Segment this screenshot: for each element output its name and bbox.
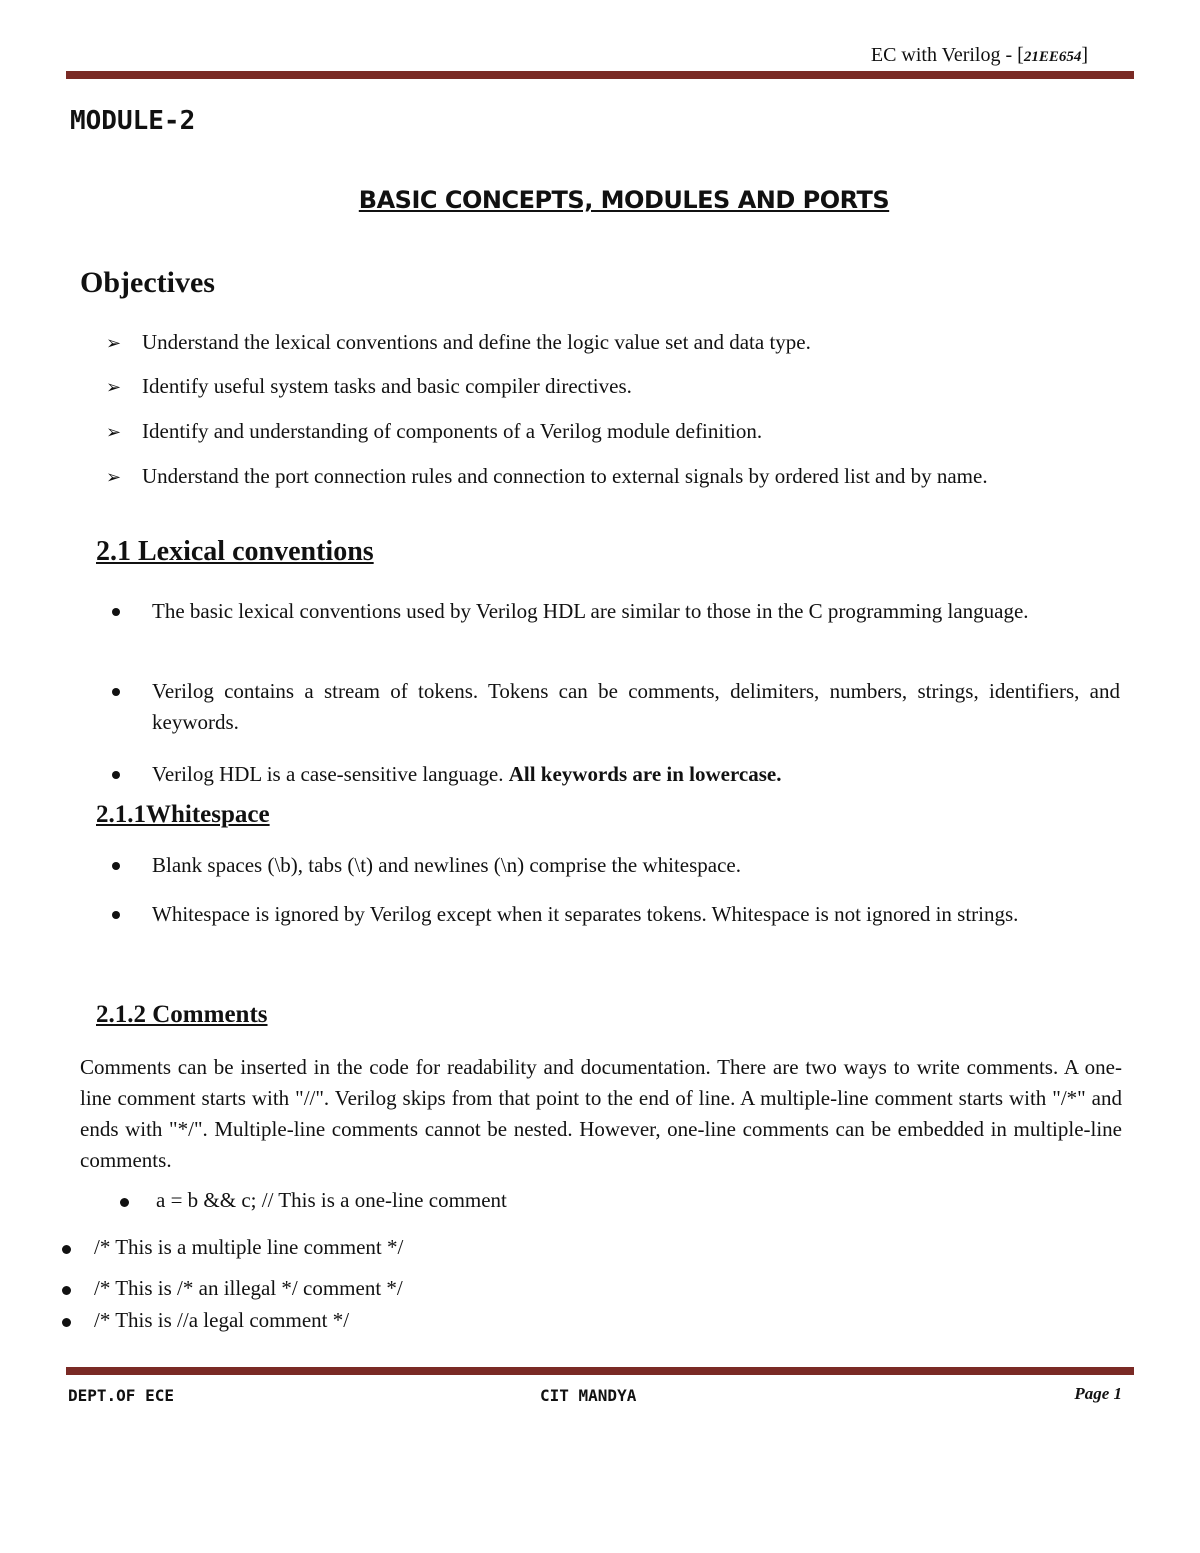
header-rule bbox=[66, 71, 1134, 79]
comments-paragraph: Comments can be inserted in the code for readability and documentation. There are two ways to write comments. A one-line comment starts with "//". Verilog skips from that point to the end of line. A multiple-line comment starts with "/*" and ends with "*/". Multiple-line comments cannot be nested. However, one-line comments can be embedded in multiple-line comments. bbox=[80, 1055, 1122, 1172]
bullet-dot-icon bbox=[62, 1245, 71, 1254]
bullet-dot-icon bbox=[112, 771, 120, 779]
running-header bbox=[871, 44, 1088, 67]
list-item-text bbox=[152, 759, 1120, 790]
header-course-prefix: EC with Verilog - [ bbox=[870, 44, 1024, 66]
list-item-text-bold: All keywords are in lowercase. bbox=[508, 762, 782, 786]
objective-item bbox=[106, 464, 988, 489]
section-heading-comments: 2.1.2 Comments bbox=[96, 1001, 268, 1028]
list-item-text: Blank spaces (\b), tabs (\t) and newlines (\n) comprise the whitespace. bbox=[152, 853, 741, 877]
section-heading-whitespace: 2.1.1Whitespace bbox=[96, 801, 270, 828]
code-example-item bbox=[62, 1276, 403, 1301]
list-item-text: The basic lexical conventions used by Verilog HDL are similar to those in the C programming language. bbox=[152, 599, 1029, 623]
bullet-dot-icon bbox=[120, 1198, 129, 1207]
arrow-bullet-icon: ➢ bbox=[106, 333, 122, 354]
list-item-text: Verilog contains a stream of tokens. Tokens can be comments, delimiters, numbers, strings, identifiers, and keywords. bbox=[152, 679, 1120, 734]
bullet-dot-icon bbox=[62, 1286, 71, 1295]
arrow-bullet-icon: ➢ bbox=[106, 377, 122, 398]
objectives-heading: Objectives bbox=[80, 266, 215, 299]
code-example-item bbox=[120, 1188, 507, 1213]
list-item bbox=[112, 899, 1072, 930]
code-example-text: /* This is /* an illegal */ comment */ bbox=[94, 1276, 403, 1300]
arrow-bullet-icon: ➢ bbox=[106, 422, 122, 443]
objective-text: Identify and understanding of components of a Verilog module definition. bbox=[142, 419, 763, 443]
footer-institution: CIT MANDYA bbox=[540, 1386, 637, 1405]
footer-department: DEPT.OF ECE bbox=[68, 1386, 174, 1405]
code-example-text: /* This is a multiple line comment */ bbox=[94, 1235, 404, 1259]
bullet-dot-icon bbox=[112, 862, 120, 870]
list-item bbox=[112, 676, 1120, 738]
arrow-bullet-icon: ➢ bbox=[106, 467, 122, 488]
objective-text: Identify useful system tasks and basic compiler directives. bbox=[142, 374, 632, 398]
list-item bbox=[112, 759, 1120, 790]
objective-text: Understand the port connection rules and connection to external signals by ordered list and by name. bbox=[142, 464, 988, 488]
list-item-text-plain: Verilog HDL is a case-sensitive language. bbox=[152, 762, 509, 786]
footer-rule bbox=[66, 1367, 1134, 1375]
header-course-suffix: ] bbox=[1081, 44, 1088, 66]
code-example-item bbox=[62, 1235, 403, 1260]
code-example-text: /* This is //a legal comment */ bbox=[94, 1308, 350, 1332]
list-item bbox=[112, 596, 1120, 627]
section-heading-lexical-conventions: 2.1 Lexical conventions bbox=[96, 536, 374, 567]
bullet-dot-icon bbox=[112, 911, 120, 919]
list-item bbox=[112, 850, 1120, 881]
objective-text: Understand the lexical conventions and define the logic value set and data type. bbox=[142, 330, 811, 354]
bullet-dot-icon bbox=[112, 608, 120, 616]
objective-item bbox=[106, 330, 811, 355]
objective-item bbox=[106, 374, 632, 399]
objective-item bbox=[106, 419, 762, 444]
header-course-code: 21EE654 bbox=[1023, 49, 1082, 65]
module-title: MODULE-2 bbox=[70, 106, 196, 136]
bullet-dot-icon bbox=[62, 1318, 71, 1327]
bullet-dot-icon bbox=[112, 688, 120, 696]
footer-page-number: Page 1 bbox=[1074, 1384, 1122, 1403]
code-example-text: a = b && c; // This is a one-line comment bbox=[156, 1188, 507, 1212]
code-example-item bbox=[62, 1308, 349, 1333]
page-title: BASIC CONCEPTS, MODULES AND PORTS bbox=[358, 186, 890, 214]
list-item-text: Whitespace is ignored by Verilog except when it separates tokens. Whitespace is not ignored in strings. bbox=[152, 902, 1019, 926]
